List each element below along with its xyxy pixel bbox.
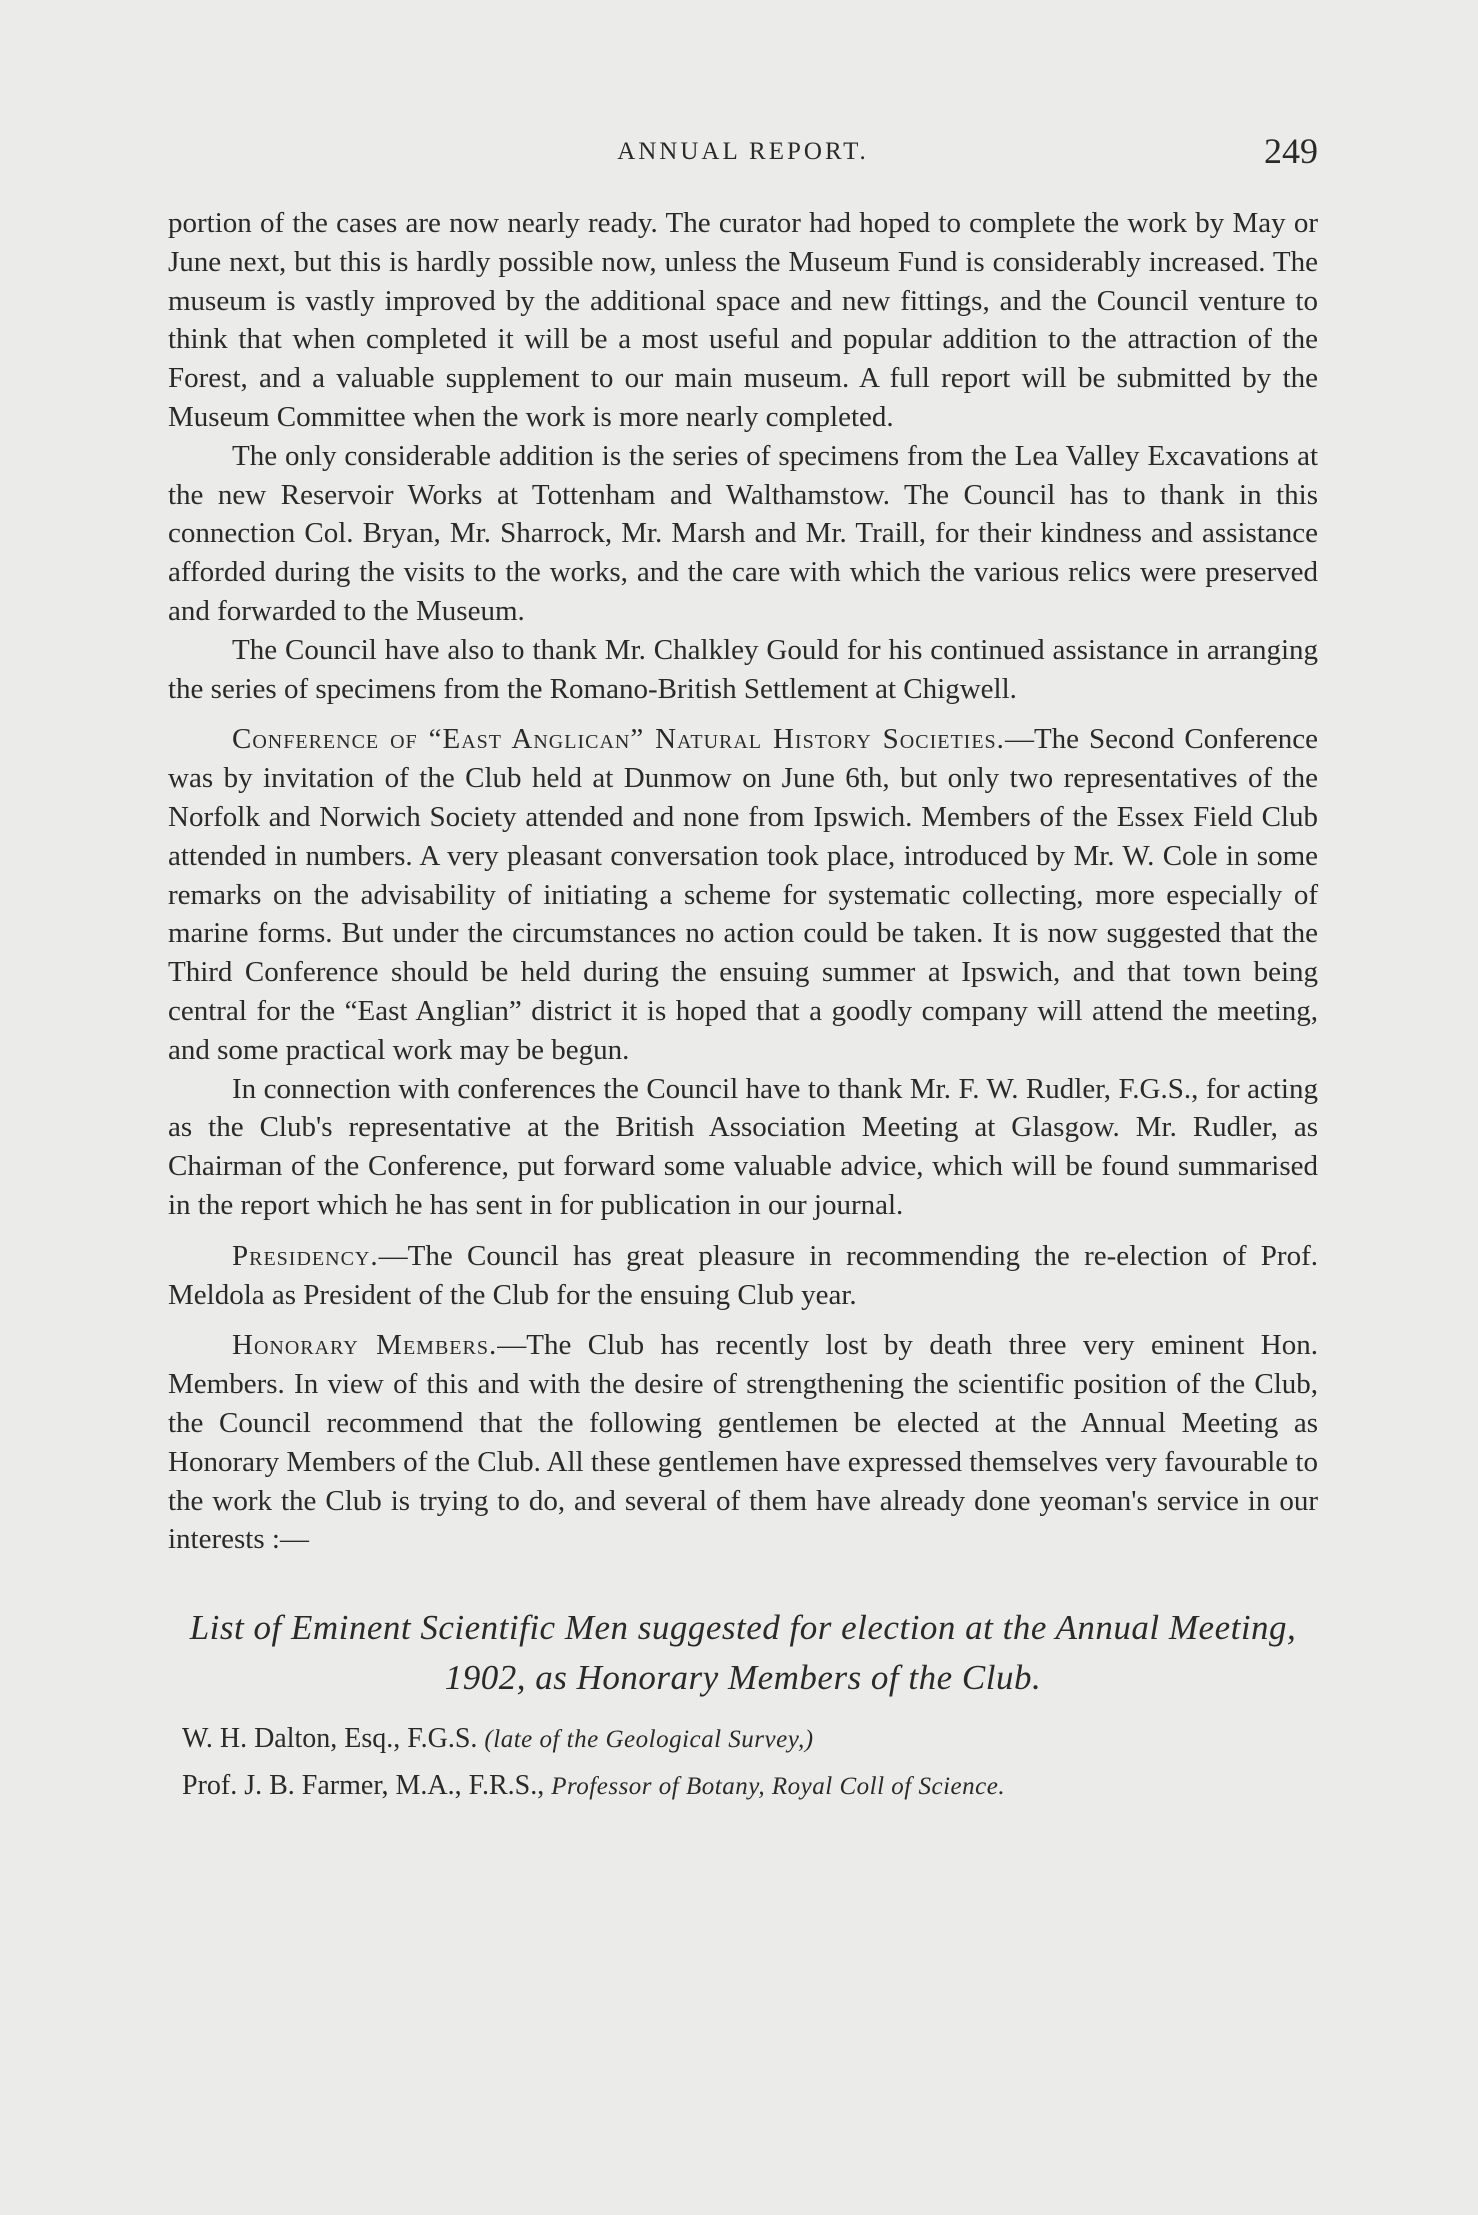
nominee-list [168, 1719, 1318, 1807]
page-number: 249 [1264, 131, 1318, 171]
list-title: List of Eminent Scientific Men suggested for election at the Annual Meeting, 1902, as Honorary Members of the Club. [189, 1608, 1297, 1698]
running-header [168, 130, 1318, 182]
paragraph-honorary-members [168, 1326, 1318, 1559]
paragraph-conference-text: —The Second Conference was by invitation of the Club held at Dunmow on June 6th, but only two representatives of the Norfolk and Norwich Society attended and none from Ipswich. Members of the Essex Field Club attended in numbers. A very pleasant conversation took place, introduced by Mr. W. Cole in some remarks on the advisability of initiating a scheme for systematic collecting, more especially of marine forms. But under the circumstances no action could be taken. It is now suggested that the Third Conference should be held during the ensuing summer at Ipswich, and that town being central for the “East Anglian” district it is hoped that a goodly company will attend the meeting, and some practical work may be begun. [168, 723, 1318, 1066]
paragraph-honorary-members-text: —The Club has recently lost by death three very eminent Hon. Members. In view of this and with the desire of strengthening the scientific position of the Club, the Council recommend that the following gentlemen be elected at the Annual Meeting as Honorary Members of the Club. All these gentlemen have expressed themselves very favourable to the work the Club is trying to do, and several of them have already done yeoman's service in our interests :— [168, 1329, 1318, 1556]
section-heading-honorary-members: Honorary Members. [232, 1329, 498, 1362]
paragraph-museum-cases: portion of the cases are now nearly ready. The curator had hoped to complete the work by May or June next, but this is hardly possible now, unless the Museum Fund is considerably increased. The museum is vastly improved by the additional space and new fittings, and the Council venture to think that when completed it will be a most useful and popular addition to the attraction of the Forest, and a valuable supplement to our main museum. A full report will be submitted by the Museum Committee when the work is more nearly completed. [168, 207, 1318, 433]
nominee-note: Professor of Botany, Royal Coll of Science. [551, 1773, 1006, 1801]
paragraph-chalkley-gould: The Council have also to thank Mr. Chalkley Gould for his continued assistance in arranging the series of specimens from the Romano-British Settlement at Chigwell. [168, 633, 1318, 705]
nominee-name: W. H. Dalton, Esq., F.G.S. [182, 1723, 478, 1755]
list-item [168, 1719, 1318, 1760]
nominee-note: (late of the Geological Survey,) [484, 1726, 814, 1754]
paragraph-lea-valley: The only considerable addition is the series of specimens from the Lea Valley Excavations at the new Reservoir Works at Tottenham and Walthamstow. The Council has to thank in this connection Col. Bryan, Mr. Sharrock, Mr. Marsh and Mr. Traill, for their kindness and assistance afforded during the visits to the works, and the care with which the various relics were preserved and forwarded to the Museum. [168, 439, 1318, 627]
section-heading-presidency: Presidency. [232, 1239, 379, 1272]
paragraph-conference [168, 720, 1318, 1069]
section-heading-conference: Conference of “East Anglican” Natural History Societies. [232, 723, 1005, 756]
nominee-name: Prof. J. B. Farmer, M.A., F.R.S., [182, 1770, 545, 1802]
list-item [168, 1766, 1318, 1807]
paragraph-presidency-text: —The Council has great pleasure in recommending the re-election of Prof. Meldola as President of the Club for the ensuing Club year. [168, 1239, 1318, 1311]
paragraph-rudler: In connection with conferences the Council have to thank Mr. F. W. Rudler, F.G.S., for acting as the Club's representative at the British Association Meeting at Glasgow. Mr. Rudler, as Chairman of the Conference, put forward some valuable advice, which will be found summarised in the report which he has sent in for publication in our journal. [168, 1072, 1318, 1221]
running-title: ANNUAL REPORT. [617, 138, 869, 165]
paragraph-presidency [168, 1237, 1318, 1315]
document-page [168, 130, 1318, 1813]
